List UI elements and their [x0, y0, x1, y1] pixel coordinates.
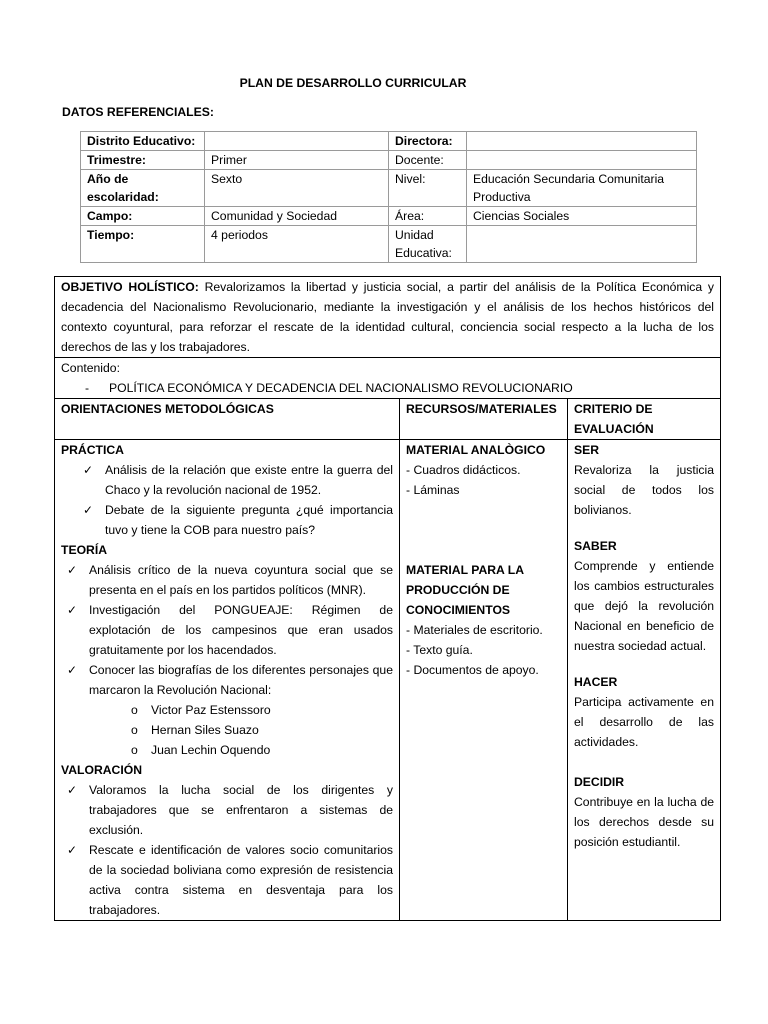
recursos-cell	[400, 440, 568, 921]
produccion-title: MATERIAL PARA LA PRODUCCIÓN DE CONOCIMIENTOS	[406, 563, 524, 617]
unidad-label: Unidad Educativa:	[389, 226, 467, 263]
campo-value: Comunidad y Sociedad	[205, 207, 389, 226]
curriculum-table	[54, 276, 721, 921]
practica-title: PRÁCTICA	[61, 443, 124, 457]
teoria-list	[61, 560, 393, 700]
list-item: o Victor Paz Estenssoro	[61, 700, 393, 720]
check-icon: ✓	[67, 843, 78, 857]
valoracion-list	[61, 780, 393, 920]
decidir-title: DECIDIR	[574, 775, 625, 789]
objetivo-row	[55, 277, 721, 358]
saber-text: Comprende y entiende los cambios estructurales que dejó la revolución Nacional en beneficio de nuestra sociedad actual.	[574, 559, 714, 653]
distrito-value	[205, 132, 389, 151]
check-icon: ✓	[67, 783, 78, 797]
criterio-cell	[568, 440, 721, 921]
table-row	[81, 207, 697, 226]
dash-bullet: -	[85, 381, 90, 395]
orientaciones-header: ORIENTACIONES METODOLÓGICAS	[55, 399, 400, 440]
objetivo-cell	[55, 277, 721, 358]
personajes-list	[61, 700, 393, 760]
list-item: ✓ Análisis de la relación que existe entre la guerra del Chaco y la revolución nacional de 1952.	[61, 460, 393, 500]
reference-table	[80, 131, 697, 263]
docente-label: Docente:	[389, 151, 467, 170]
area-value: Ciencias Sociales	[467, 207, 697, 226]
analogico-title: MATERIAL ANALÒGICO	[406, 443, 546, 457]
table-row	[81, 132, 697, 151]
check-icon: ✓	[83, 463, 94, 477]
hacer-text: Participa activamente en el desarrollo de las actividades.	[574, 695, 714, 749]
check-icon: ✓	[83, 503, 94, 517]
anio-label: Año de escolaridad:	[81, 170, 205, 207]
anio-value: Sexto	[205, 170, 389, 207]
orientaciones-cell	[55, 440, 400, 921]
circle-bullet-icon: o	[131, 723, 138, 737]
saber-title: SABER	[574, 539, 617, 553]
directora-label: Directora:	[389, 132, 467, 151]
contenido-item	[61, 378, 714, 398]
decidir-text: Contribuye en la lucha de los derechos desde su posición estudiantil.	[574, 795, 714, 849]
section-heading: DATOS REFERENCIALES:	[62, 105, 214, 119]
contenido-label: Contenido:	[61, 361, 120, 375]
check-icon: ✓	[67, 603, 78, 617]
circle-bullet-icon: o	[131, 703, 138, 717]
contenido-row	[55, 358, 721, 399]
hacer-title: HACER	[574, 675, 618, 689]
list-item: ✓ Rescate e identificación de valores socio comunitarios de la sociedad boliviana como expresión de resistencia activa contra sistema en desventaja para los trabajadores.	[61, 840, 393, 920]
recurso-item: - Cuadros didácticos.	[406, 463, 521, 477]
campo-label: Campo:	[81, 207, 205, 226]
criterio-header: CRITERIO DE EVALUACIÓN	[568, 399, 721, 440]
area-label: Área:	[389, 207, 467, 226]
content-row	[55, 440, 721, 921]
unidad-value	[467, 226, 697, 263]
distrito-label: Distrito Educativo:	[81, 132, 205, 151]
recurso-item: - Materiales de escritorio.	[406, 623, 543, 637]
check-icon: ✓	[67, 663, 78, 677]
nivel-value: Educación Secundaria Comunitaria Productiva	[467, 170, 697, 207]
contenido-cell	[55, 358, 721, 399]
table-row	[81, 170, 697, 207]
directora-value	[467, 132, 697, 151]
recurso-item: - Láminas	[406, 483, 460, 497]
ser-title: SER	[574, 443, 600, 457]
header-row	[55, 399, 721, 440]
contenido-item-text: POLÍTICA ECONÓMICA Y DECADENCIA DEL NACIONALISMO REVOLUCIONARIO	[109, 381, 573, 395]
objetivo-label: OBJETIVO HOLÍSTICO:	[61, 280, 199, 294]
list-item: ✓ Debate de la siguiente pregunta ¿qué importancia tuvo y tiene la COB para nuestro país?	[61, 500, 393, 540]
list-item: o Juan Lechin Oquendo	[61, 740, 393, 760]
trimestre-value: Primer	[205, 151, 389, 170]
list-item: ✓ Valoramos la lucha social de los dirigentes y trabajadores que se enfrentaron a sistemas de exclusión.	[61, 780, 393, 840]
list-item: ✓ Análisis crítico de la nueva coyuntura social que se presenta en el país en los partidos políticos (MNR).	[61, 560, 393, 600]
tiempo-value: 4 periodos	[205, 226, 389, 263]
objetivo-text: Revalorizamos la libertad y justicia social, a partir del análisis de la Política Económica y decadencia del Nacionalismo Revolucionario, mediante la investigación y el análisis de los hechos históricos del contexto coyuntural, para reforzar el rescate de la identidad cultural, conciencia social respecto a la lucha de los derechos de las y los trabajadores.	[61, 280, 714, 354]
list-item: ✓ Investigación del PONGUEAJE: Régimen de explotación de los campesinos que eran usados gratuitamente por los hacendados.	[61, 600, 393, 660]
circle-bullet-icon: o	[131, 743, 138, 757]
ser-text: Revaloriza la justicia social de todos los bolivianos.	[574, 463, 714, 517]
recurso-item: - Texto guía.	[406, 643, 473, 657]
list-item: ✓ Conocer las biografías de los diferentes personajes que marcaron la Revolución Nacional:	[61, 660, 393, 700]
teoria-title: TEORÍA	[61, 543, 108, 557]
nivel-label: Nivel:	[389, 170, 467, 207]
table-row	[81, 151, 697, 170]
trimestre-label: Trimestre:	[81, 151, 205, 170]
list-item: o Hernan Siles Suazo	[61, 720, 393, 740]
recurso-item: - Documentos de apoyo.	[406, 663, 539, 677]
practica-list	[61, 460, 393, 540]
page-title: PLAN DE DESARROLLO CURRICULAR	[239, 76, 467, 90]
valoracion-title: VALORACIÓN	[61, 763, 143, 777]
check-icon: ✓	[67, 563, 78, 577]
tiempo-label: Tiempo:	[81, 226, 205, 263]
docente-value	[467, 151, 697, 170]
table-row	[81, 226, 697, 263]
recursos-header: RECURSOS/MATERIALES	[400, 399, 568, 440]
